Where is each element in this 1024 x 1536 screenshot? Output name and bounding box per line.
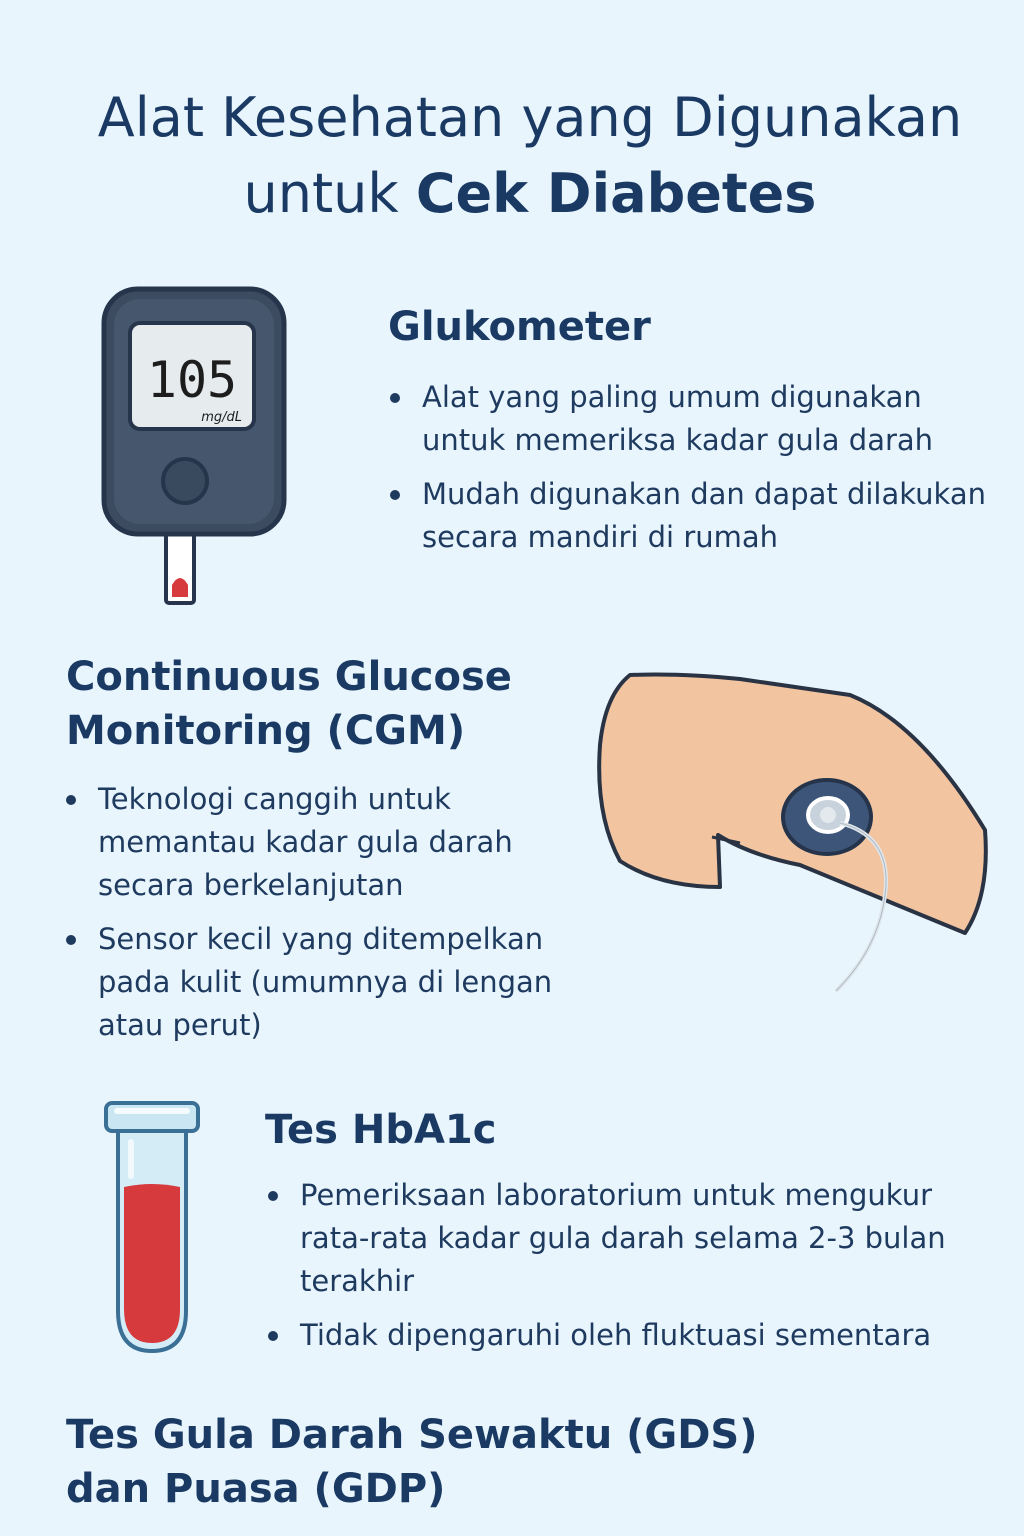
blood-test-tube-icon xyxy=(100,1095,204,1360)
hba1c-heading: Tes HbA1c xyxy=(265,1107,497,1153)
list-item: Pemeriksaan laboratorium untuk mengukur rata-rata kadar gula darah selama 2-3 bulan terakhir xyxy=(266,1174,966,1303)
gds-heading-line-2: dan Puasa (GDP) xyxy=(66,1466,446,1512)
title-line-1: Alat Kesehatan yang Digunakan xyxy=(97,86,963,149)
list-item: Sensor kecil yang ditempelkan pada kulit (umumnya di lengan atau perut) xyxy=(64,918,584,1047)
title-line-2-bold: Cek Diabetes xyxy=(415,162,817,225)
cgm-bullets xyxy=(64,778,584,1058)
list-item: Teknologi canggih untuk memantau kadar gula darah secara berkelanjutan xyxy=(64,778,584,907)
cgm-heading xyxy=(66,650,512,758)
list-item: Mudah digunakan dan dapat dilakukan secara mandiri di rumah xyxy=(388,473,988,559)
page-title xyxy=(40,80,1020,232)
glucometer-unit: mg/dL xyxy=(201,410,242,425)
list-item: Tidak dipengaruhi oleh fluktuasi sementara xyxy=(266,1314,966,1357)
gds-heading-line-1: Tes Gula Darah Sewaktu (GDS) xyxy=(66,1412,758,1458)
glucometer-reading: 105 xyxy=(146,351,238,409)
gds-heading xyxy=(66,1408,758,1516)
list-item: Alat yang paling umum digunakan untuk memeriksa kadar gula darah xyxy=(388,376,988,462)
glukometer-heading: Glukometer xyxy=(388,304,651,350)
cgm-sensor-arm-icon xyxy=(590,665,990,1000)
cgm-heading-line-1: Continuous Glucose xyxy=(66,654,512,700)
title-line-2-normal: untuk xyxy=(243,162,399,225)
cgm-heading-line-2: Monitoring (CGM) xyxy=(66,708,466,754)
glukometer-bullets xyxy=(388,376,988,570)
glucometer-icon xyxy=(100,285,290,610)
hba1c-bullets xyxy=(266,1174,966,1368)
